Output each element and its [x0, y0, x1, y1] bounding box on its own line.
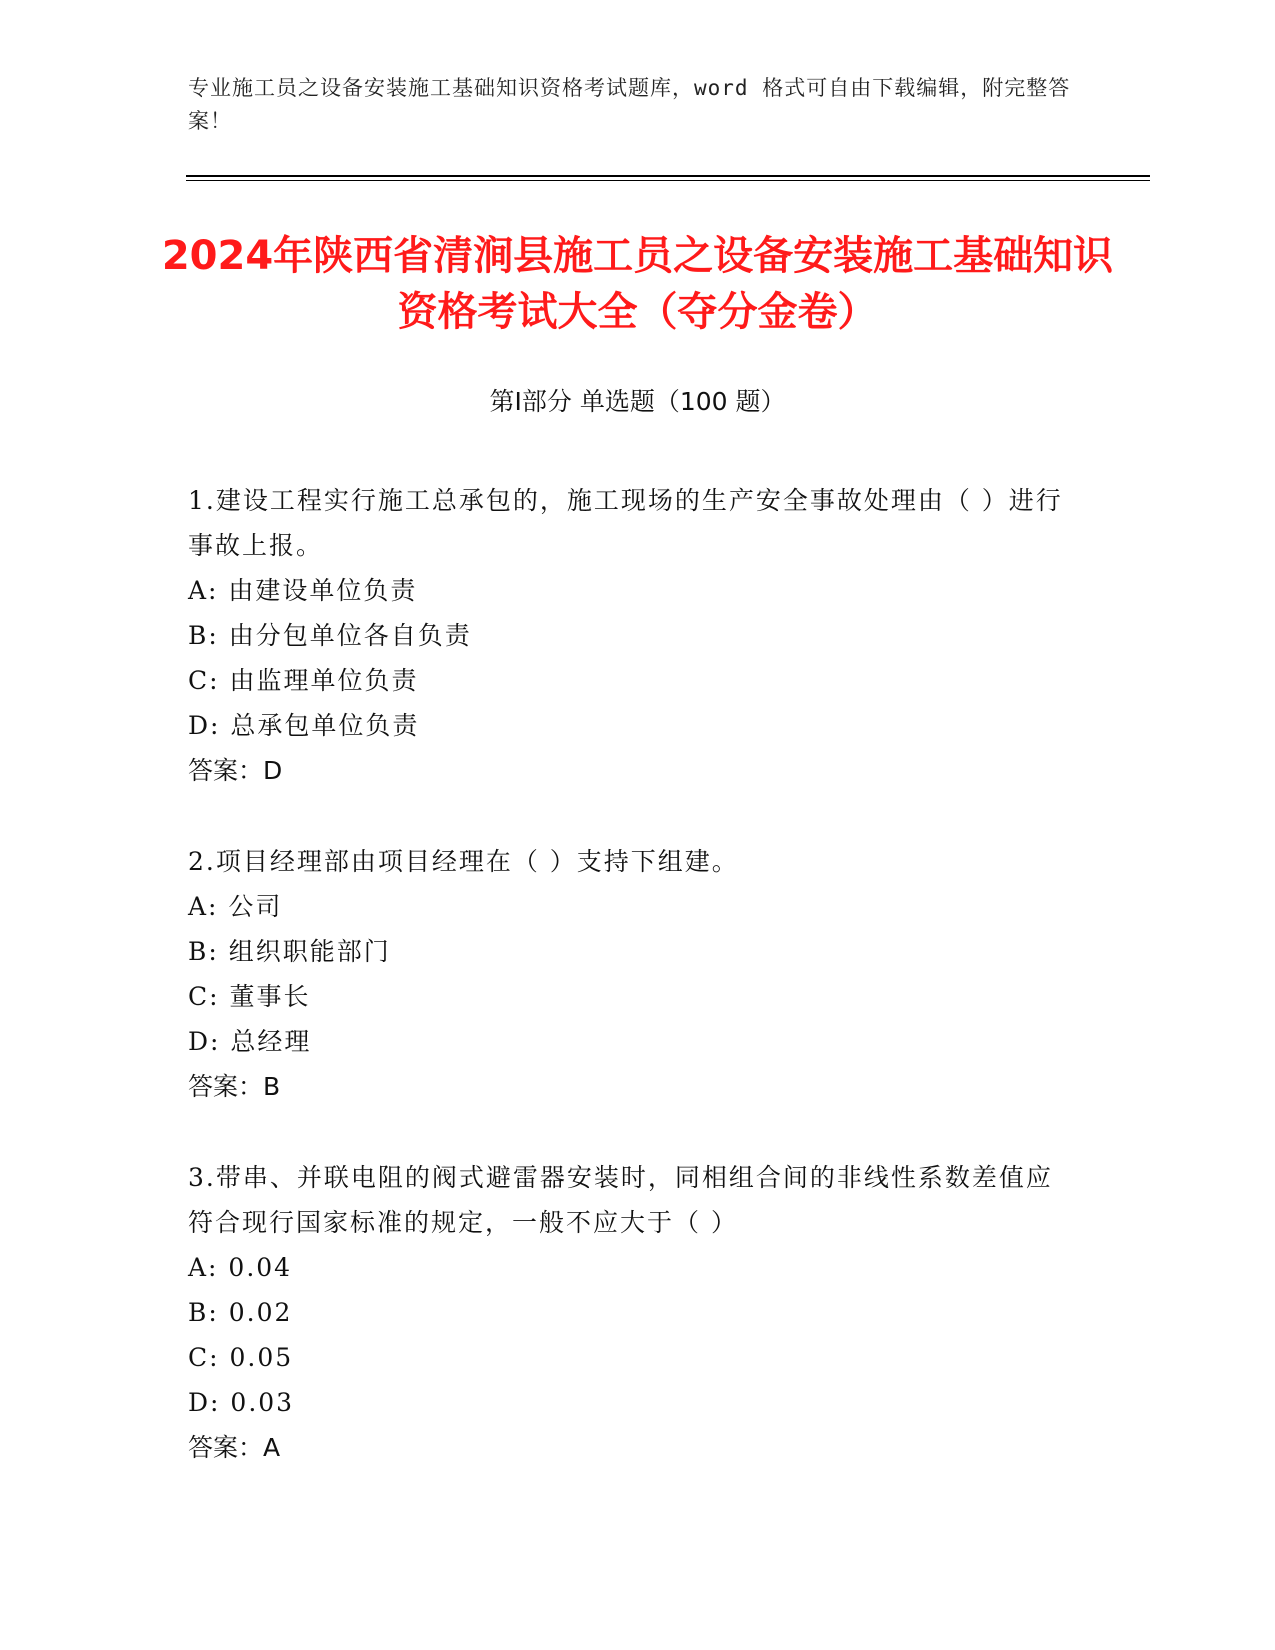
option-d: D: 总经理	[188, 1027, 312, 1056]
answer-line: 答案：D	[188, 756, 283, 785]
option-c: C: 董事长	[188, 982, 311, 1011]
option-d: D: 0.03	[188, 1388, 295, 1417]
option-b: B: 0.02	[188, 1298, 293, 1327]
option-d: D: 总承包单位负责	[188, 711, 420, 740]
option-b: B: 组织职能部门	[188, 937, 391, 966]
question-stem: 2.项目经理部由项目经理在（ ）支持下组建。	[188, 847, 739, 876]
header-divider-thick	[186, 175, 1150, 177]
question-2	[188, 839, 1068, 1109]
answer-line: 答案：A	[188, 1433, 281, 1462]
option-c: C: 由监理单位负责	[188, 666, 419, 695]
question-3	[188, 1155, 1068, 1470]
question-stem: 1.建设工程实行施工总承包的，施工现场的生产安全事故处理由（ ）进行事故上报。	[188, 486, 1063, 560]
option-b: B: 由分包单位各自负责	[188, 621, 472, 650]
question-1	[188, 478, 1068, 793]
option-a: A: 公司	[188, 892, 283, 921]
header-note: 专业施工员之设备安装施工基础知识资格考试题库，word 格式可自由下载编辑，附完整答案！	[188, 76, 1071, 133]
option-c: C: 0.05	[188, 1343, 294, 1372]
header-divider-thin	[186, 180, 1150, 181]
option-a: A: 0.04	[188, 1253, 293, 1282]
question-list	[188, 478, 1068, 1516]
option-a: A: 由建设单位负责	[188, 576, 418, 605]
document-title: 2024年陕西省清涧县施工员之设备安装施工基础知识资格考试大全（夺分金卷）	[161, 233, 1114, 335]
section-title: 第Ⅰ部分 单选题（100 题）	[489, 387, 786, 416]
question-stem: 3.带串、并联电阻的阀式避雷器安装时，同相组合间的非线性系数差值应符合现行国家标准的规定，一般不应大于（ ）	[188, 1163, 1053, 1237]
answer-line: 答案：B	[188, 1072, 281, 1101]
